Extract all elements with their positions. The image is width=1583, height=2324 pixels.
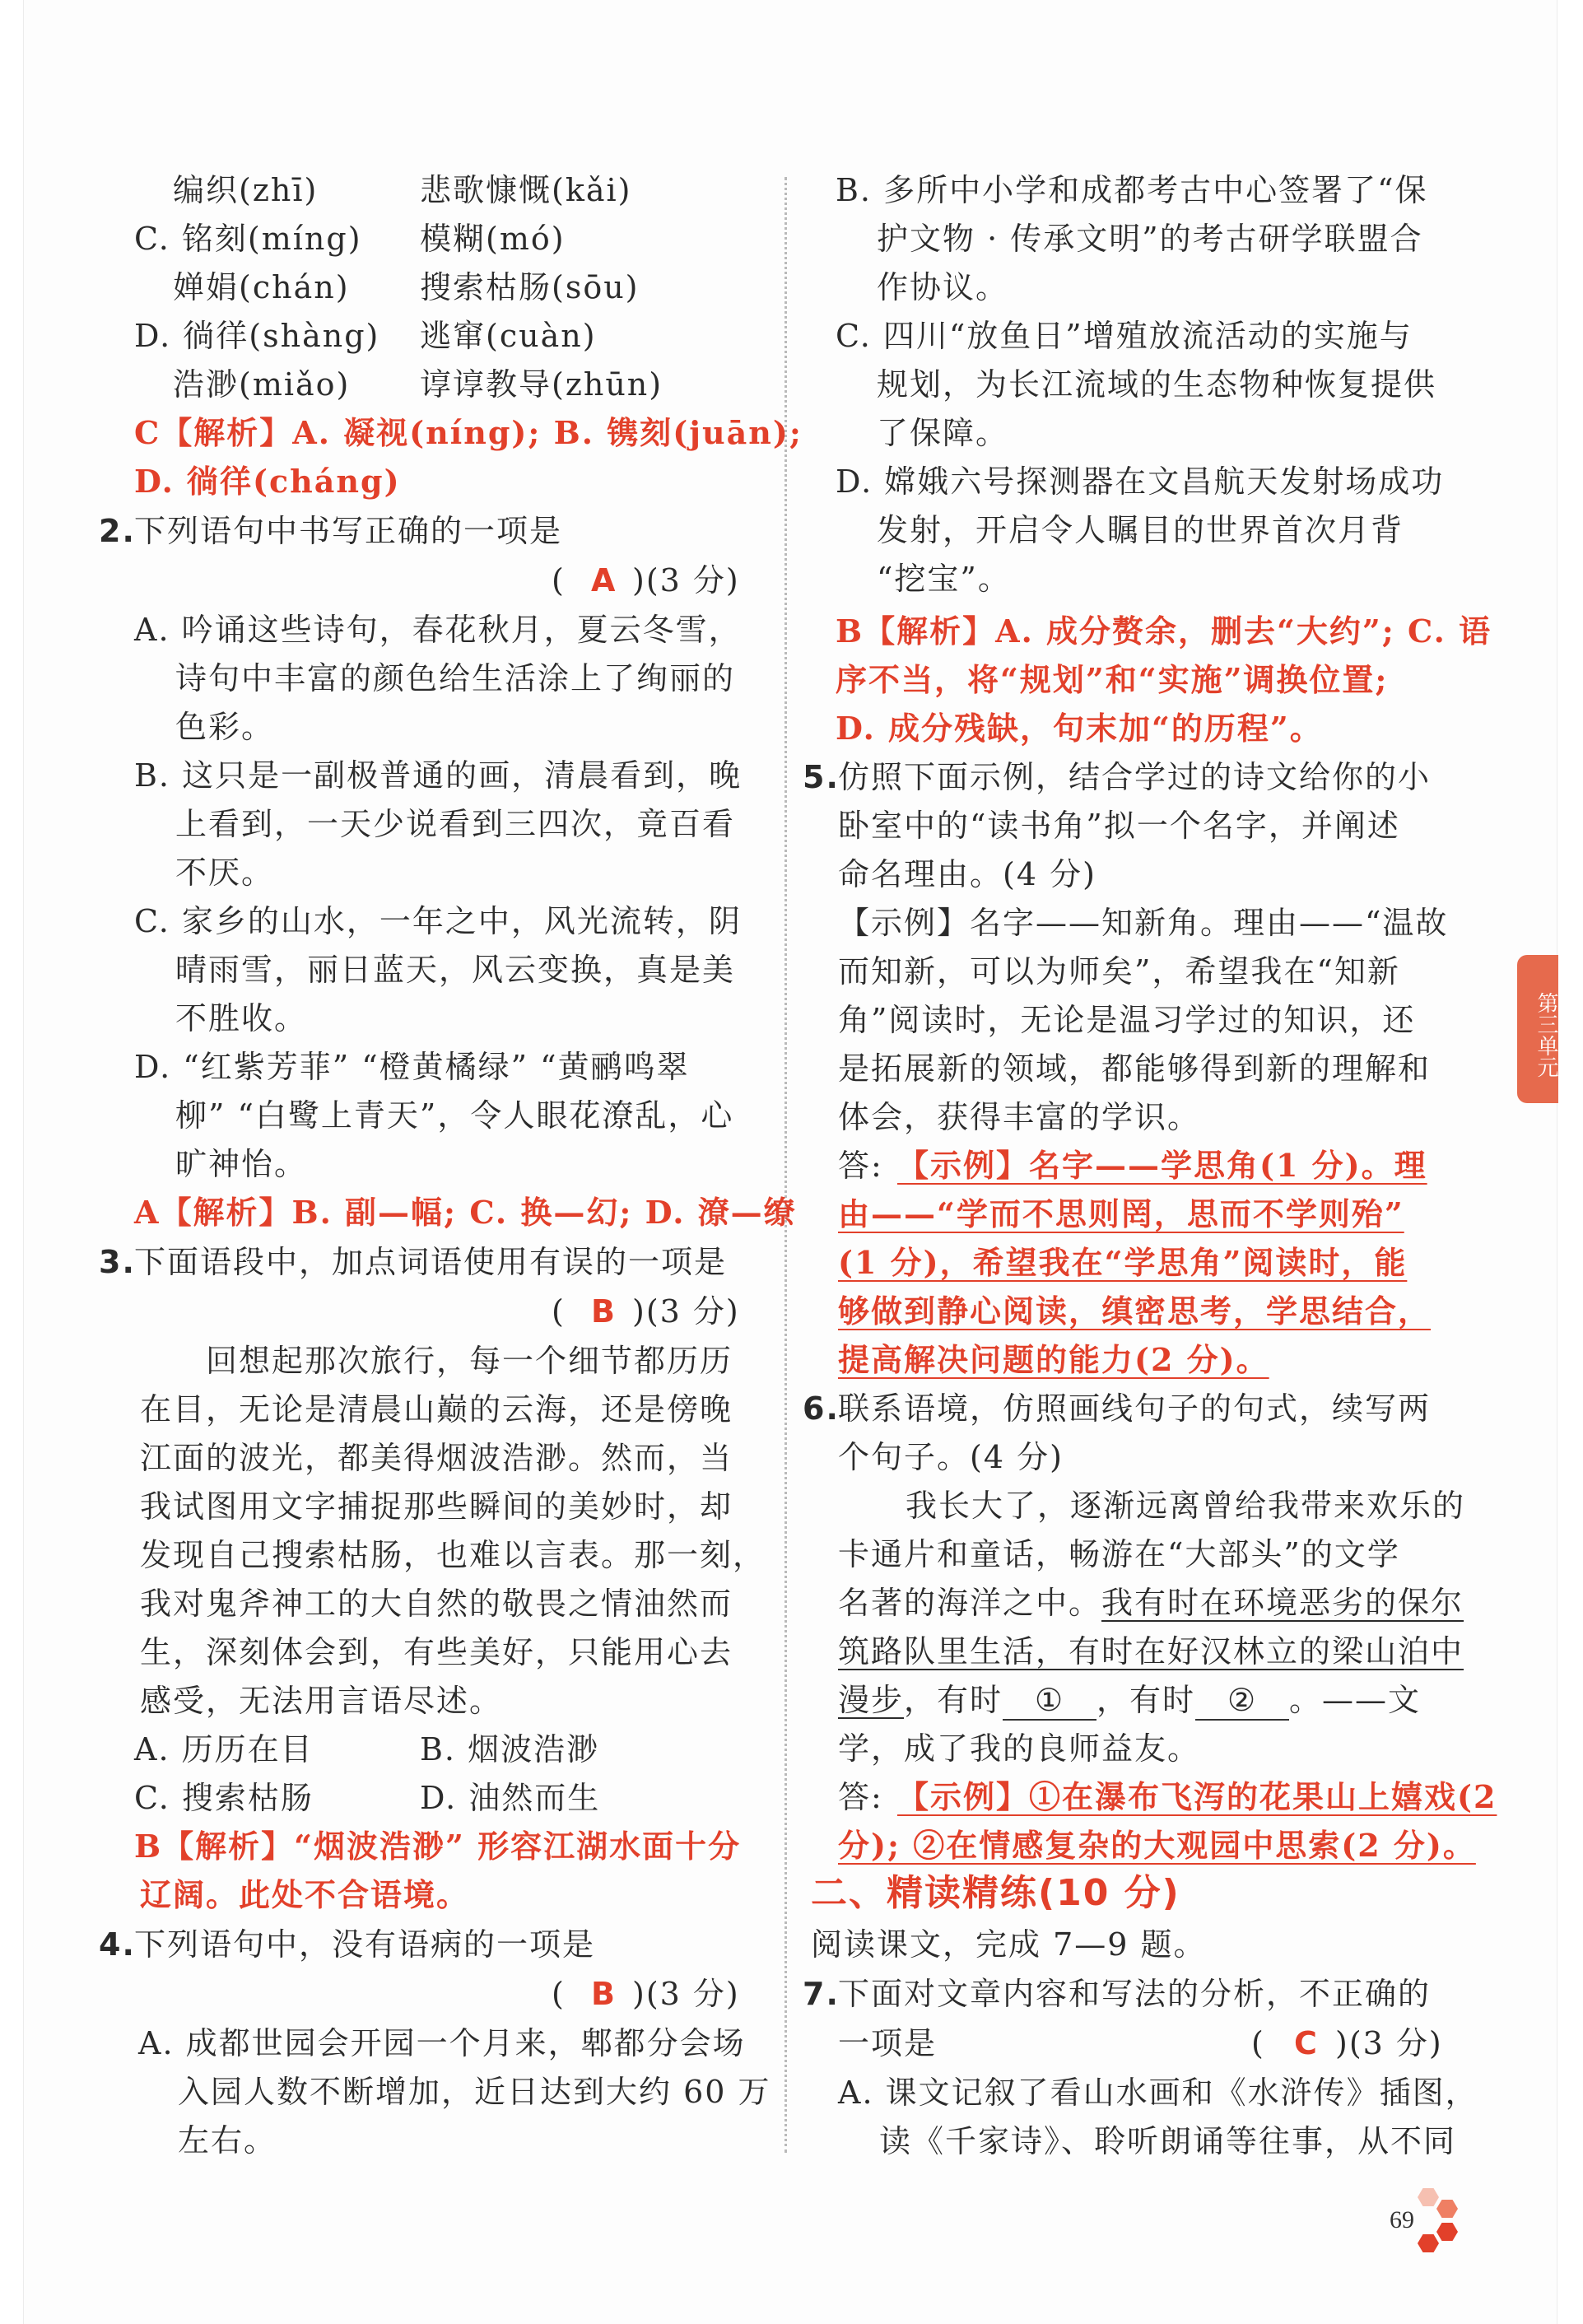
q2-line: C. 家乡的山水，一年之中，风光流转，阴 [134, 903, 742, 939]
q4-option-line: 护文物 · 传承文明”的考古研学联盟合 [877, 221, 1423, 257]
q6-passage: 学，成了我的良师益友。 [838, 1730, 1201, 1767]
q3-passage-line: 感受，无法用言语尽述。 [140, 1683, 503, 1719]
q2-line: 晴雨雪，丽日蓝天，风云变换，真是美 [175, 952, 736, 988]
q4-analysis: D. 成分残缺，句末加“的历程”。 [836, 710, 1323, 747]
q4-option-line: 规划，为长江流域的生态物种恢复提供 [877, 366, 1437, 403]
q4-option-a-line: 入园人数不断增加，近日达到大约 60 万 [178, 2074, 771, 2110]
blank-2[interactable]: ② [1195, 1681, 1289, 1721]
q5-answer: 【示例】名字——学思角(1 分)。理 [897, 1147, 1427, 1184]
q3-analysis: B【解析】“烟波浩渺” 形容江湖水面十分 [134, 1828, 742, 1865]
q6-underlined-sentence: 筑路队里生活，有时在好汉林立的梁山泊中 [838, 1633, 1464, 1670]
q1-option-d-item4: 谆谆教导(zhūn) [420, 366, 663, 403]
q2-analysis: A【解析】B. 副—幅; C. 换—幻; D. 潦—缭 [134, 1194, 797, 1231]
q2-line: 不厌。 [175, 855, 275, 891]
q6-underlined-sentence: 漫步 [838, 1682, 905, 1718]
q2-line: B. 这只是一副极普通的画，清晨看到，晚 [134, 757, 743, 794]
q6-passage: 我长大了，逐渐远离曾给我带来欢乐的 [906, 1488, 1466, 1524]
q1-option-c-item2: 模糊(mó) [420, 221, 566, 257]
q4-option-line: 发射，开启令人瞩目的世界首次月背 [877, 512, 1404, 548]
q5-answer: 由——“学而不思则罔，思而不学则殆” [838, 1195, 1404, 1232]
q2-answer: A [591, 562, 617, 598]
q5-example: 是拓展新的领域，都能够得到新的理解和 [838, 1050, 1432, 1087]
q5-answer: 够做到静心阅读，缜密思考，学思结合， [838, 1292, 1432, 1330]
q7-option-a-line: A. 课文记叙了看山水画和《水浒传》插图， [838, 2075, 1478, 2111]
q5-example: 【示例】名字——知新角。理由——“温故 [838, 905, 1449, 941]
q2-line: 诗句中丰富的颜色给生活涂上了绚丽的 [175, 660, 736, 696]
q1-option-c-item1: C. 铭刻(míng) [134, 221, 362, 257]
q1-option-b-item2: 悲歌慷慨(kǎi) [420, 172, 632, 208]
q5-example: 而知新，可以为师矣”，希望我在“知新 [838, 953, 1400, 990]
q3-option-b: B. 烟波浩渺 [420, 1731, 600, 1767]
q4-score: )(3 分) [632, 1976, 740, 2012]
q3-answer: B [591, 1293, 617, 1330]
q1-option-d-item3: 浩渺(miǎo) [173, 366, 351, 403]
page-number: 69 [1390, 2206, 1414, 2233]
answer-label: 答: [838, 1148, 883, 1184]
q2-line: 旷神怡。 [175, 1146, 308, 1182]
q4-option-line: C. 四川“放鱼日”增殖放流活动的实施与 [836, 318, 1413, 354]
q2-line: 不胜收。 [175, 1000, 308, 1036]
q5-answer: 提高解决问题的能力(2 分)。 [838, 1341, 1269, 1378]
q4-number: 4. [99, 1926, 136, 1963]
q5-stem: 命名理由。(4 分) [838, 856, 1096, 892]
q3-passage-line: 我试图用文字捕捉那些瞬间的美妙时，却 [140, 1488, 733, 1525]
q6-stem: 联系语境，仿照画线句子的句式，续写两 [838, 1390, 1432, 1427]
q7-score: )(3 分) [1335, 2025, 1443, 2061]
section-intro: 阅读课文，完成 7—9 题。 [811, 1926, 1207, 1963]
q6-number: 6. [803, 1390, 840, 1427]
q6-answer: 【示例】①在瀑布飞泻的花果山上嬉戏(2 [897, 1778, 1497, 1815]
q3-option-c: C. 搜索枯肠 [134, 1780, 314, 1816]
q6-underlined-sentence: 我有时在环境恶劣的保尔 [1101, 1585, 1464, 1621]
q6-passage-text: 名著的海洋之中。 [838, 1585, 1102, 1621]
q7-stem: 一项是 [838, 2025, 938, 2061]
q3-passage-line: 回想起那次旅行，每一个细节都历历 [206, 1343, 733, 1379]
q3-passage-line: 在目，无论是清晨山巅的云海，还是傍晚 [140, 1391, 733, 1427]
q3-number: 3. [99, 1244, 136, 1280]
q4-option-line: 了保障。 [877, 415, 1009, 451]
q6-passage: 卡通片和童话，畅游在“大部头”的文学 [838, 1536, 1400, 1572]
unit-side-tab: 第三单元 [1517, 955, 1558, 1103]
q6-stem: 个句子。(4 分) [838, 1439, 1064, 1475]
q4-option-a-line: 左右。 [178, 2122, 277, 2159]
q1-option-d-item1: D. 徜徉(shàng) [134, 318, 380, 354]
q3-passage-line: 江面的波光，都美得烟波浩渺。然而，当 [140, 1440, 733, 1476]
q6-passage [838, 1584, 1464, 1622]
q3-paren-open: ( [552, 1293, 566, 1330]
q2-score: )(3 分) [632, 562, 740, 598]
q4-option-line: 作协议。 [877, 269, 1009, 305]
q4-stem: 下列语句中，没有语病的一项是 [134, 1926, 596, 1963]
q7-stem: 下面对文章内容和写法的分析，不正确的 [838, 1976, 1432, 2012]
q1-option-b-item1: 编织(zhī) [173, 172, 319, 208]
q4-option-line: D. 嫦娥六号探测器在文昌航天发射场成功 [836, 463, 1445, 500]
q3-analysis-cont: 辽阔。此处不合语境。 [140, 1876, 470, 1913]
q6-passage-text: ，有时 [1096, 1682, 1196, 1718]
q2-line: 上看到，一天少说看到三四次，竟百看 [175, 806, 736, 842]
section-title: 二、精读精练(10 分) [811, 1872, 1180, 1914]
q2-line: A. 吟诵这些诗句，春花秋月，夏云冬雪， [134, 612, 742, 648]
column-divider [785, 177, 787, 2153]
q2-stem: 下列语句中书写正确的一项是 [134, 513, 563, 549]
q6-passage-text: 。——文 [1289, 1682, 1422, 1718]
q6-passage [838, 1681, 1421, 1721]
q3-passage-line: 生，深刻体会到，有些美好，只能用心去 [140, 1634, 733, 1670]
q3-passage-line: 我对鬼斧神工的大自然的敬畏之情油然而 [140, 1586, 733, 1622]
q4-option-line: “挖宝”。 [877, 561, 1011, 597]
q4-analysis: B【解析】A. 成分赘余，删去“大约”; C. 语 [836, 612, 1492, 650]
q4-answer: B [591, 1976, 617, 2012]
q4-paren-open: ( [552, 1976, 566, 2012]
blank-1[interactable]: ① [1003, 1681, 1096, 1721]
q5-example: 体会，获得丰富的学识。 [838, 1099, 1201, 1135]
q1-analysis-cont: D. 徜徉(cháng) [134, 463, 401, 500]
answer-label: 答: [838, 1779, 883, 1815]
q3-option-a: A. 历历在目 [134, 1731, 314, 1767]
q3-score: )(3 分) [632, 1293, 740, 1330]
q3-passage-line: 发现自己搜索枯肠，也难以言表。那一刻， [140, 1537, 766, 1573]
q1-option-c-item4: 搜索枯肠(sōu) [420, 269, 640, 305]
q2-line: D. “红紫芳菲” “橙黄橘绿” “黄鹂鸣翠 [134, 1049, 690, 1085]
q7-number: 7. [803, 1976, 840, 2012]
q1-analysis: C【解析】A. 凝视(níng); B. 镌刻(juān); [134, 414, 803, 451]
q5-stem: 仿照下面示例，结合学过的诗文给你的小 [838, 759, 1432, 795]
q4-option-a-line: A. 成都世园会开园一个月来，郫都分会场 [138, 2025, 746, 2061]
q4-analysis: 序不当，将“规划”和“实施”调换位置; [836, 661, 1389, 698]
q3-option-d: D. 油然而生 [420, 1780, 601, 1816]
q2-paren-open: ( [552, 562, 566, 598]
q2-line: 色彩。 [175, 709, 275, 745]
q4-option-line: B. 多所中小学和成都考古中心签署了“保 [836, 172, 1428, 208]
q1-option-d-item2: 逃窜(cuàn) [420, 318, 597, 354]
q5-answer: (1 分)，希望我在“学思角”阅读时，能 [838, 1244, 1408, 1281]
q1-option-c-item3: 婵娟(chán) [173, 269, 350, 305]
q5-number: 5. [803, 759, 840, 795]
q6-answer: 分); ②在情感复杂的大观园中思索(2 分)。 [838, 1827, 1476, 1864]
q2-line: 柳” “白鹭上青天”，令人眼花潦乱，心 [175, 1097, 734, 1134]
q5-example: 角”阅读时，无论是温习学过的知识，还 [838, 1002, 1416, 1038]
q5-stem: 卧室中的“读书角”拟一个名字，并阐述 [838, 808, 1400, 844]
q2-number: 2. [99, 513, 136, 549]
q6-passage-text: ，有时 [904, 1682, 1003, 1718]
q7-paren-open: ( [1251, 2025, 1265, 2061]
q7-answer: C [1294, 2025, 1319, 2061]
q7-option-a-line: 读《千家诗》、聆听朗诵等往事，从不同 [879, 2123, 1457, 2159]
q3-stem: 下面语段中，加点词语使用有误的一项是 [134, 1244, 728, 1280]
